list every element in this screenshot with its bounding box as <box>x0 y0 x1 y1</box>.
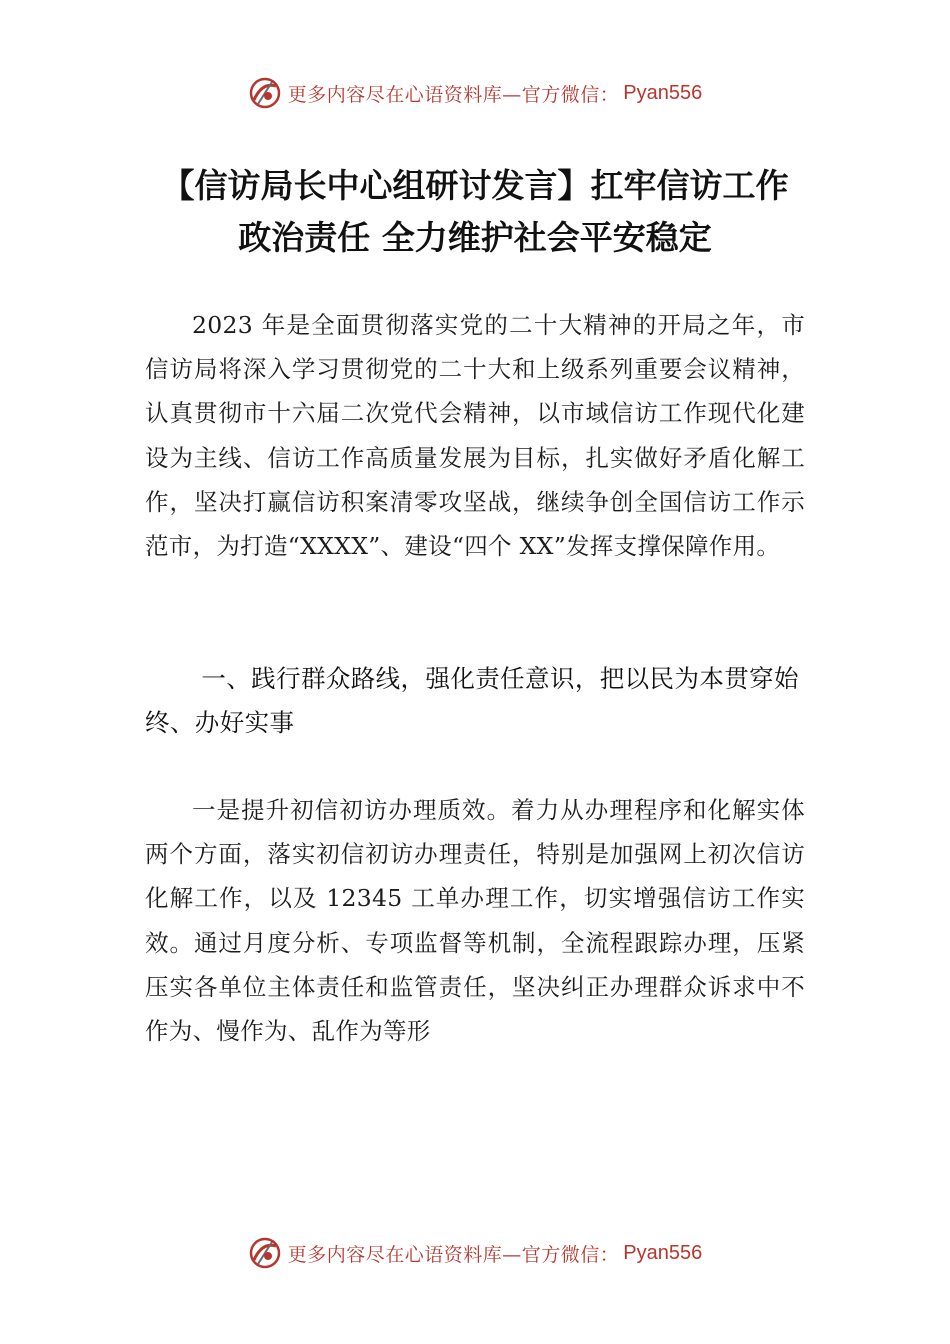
section-heading-1: 一、践行群众路线，强化责任意识，把以民为本贯穿始终、办好实事 <box>145 664 799 737</box>
banner-wechat-id: Pyan556 <box>623 1241 703 1264</box>
header-watermark-banner <box>0 73 950 113</box>
footer-watermark-banner <box>0 1233 950 1273</box>
paragraph-section-1 <box>145 788 805 1053</box>
banner-wechat-id: Pyan556 <box>623 81 703 104</box>
brand-logo-icon <box>248 76 282 110</box>
paragraph-lead: 一是提升初信初访办理质效。 <box>192 796 512 824</box>
brand-logo-icon <box>248 1236 282 1270</box>
title-line-2: 政治责任 全力维护社会平安稳定 <box>238 218 712 257</box>
title-line-1: 【信访局长中心组研讨发言】扛牢信访工作 <box>161 166 789 205</box>
banner-text: 更多内容尽在心语资料库—官方微信： <box>287 1243 620 1266</box>
banner-text: 更多内容尽在心语资料库—官方微信： <box>287 83 620 106</box>
paragraph-intro: 2023 年是全面贯彻落实党的二十大精神的开局之年，市信访局将深入学习贯彻党的二十大和上级系列重要会议精神，认真贯彻市十六届二次党代会精神，以市域信访工作现代化建设为主线、信访工作高质量发展为目标，扎实做好矛盾化解工作，坚决打赢信访积案清零攻坚战，继续争创全国信访工作示范市，为打造“XXXX”、建设“四个 XX”发挥支撑保障作用。 <box>145 311 805 561</box>
document-title <box>80 160 870 264</box>
paragraph-body: 着力从办理程序和化解实体两个方面，落实初信初访办理责任，特别是加强网上初次信访化解工作，以及 12345 工单办理工作，切实增强信访工作实效。通过月度分析、专项监督等机制，全流程跟踪办理，压紧压实各单位主体责任和监管责任，坚决纠正办理群众诉求中不作为、慢作为、乱作为等形 <box>145 796 805 1046</box>
